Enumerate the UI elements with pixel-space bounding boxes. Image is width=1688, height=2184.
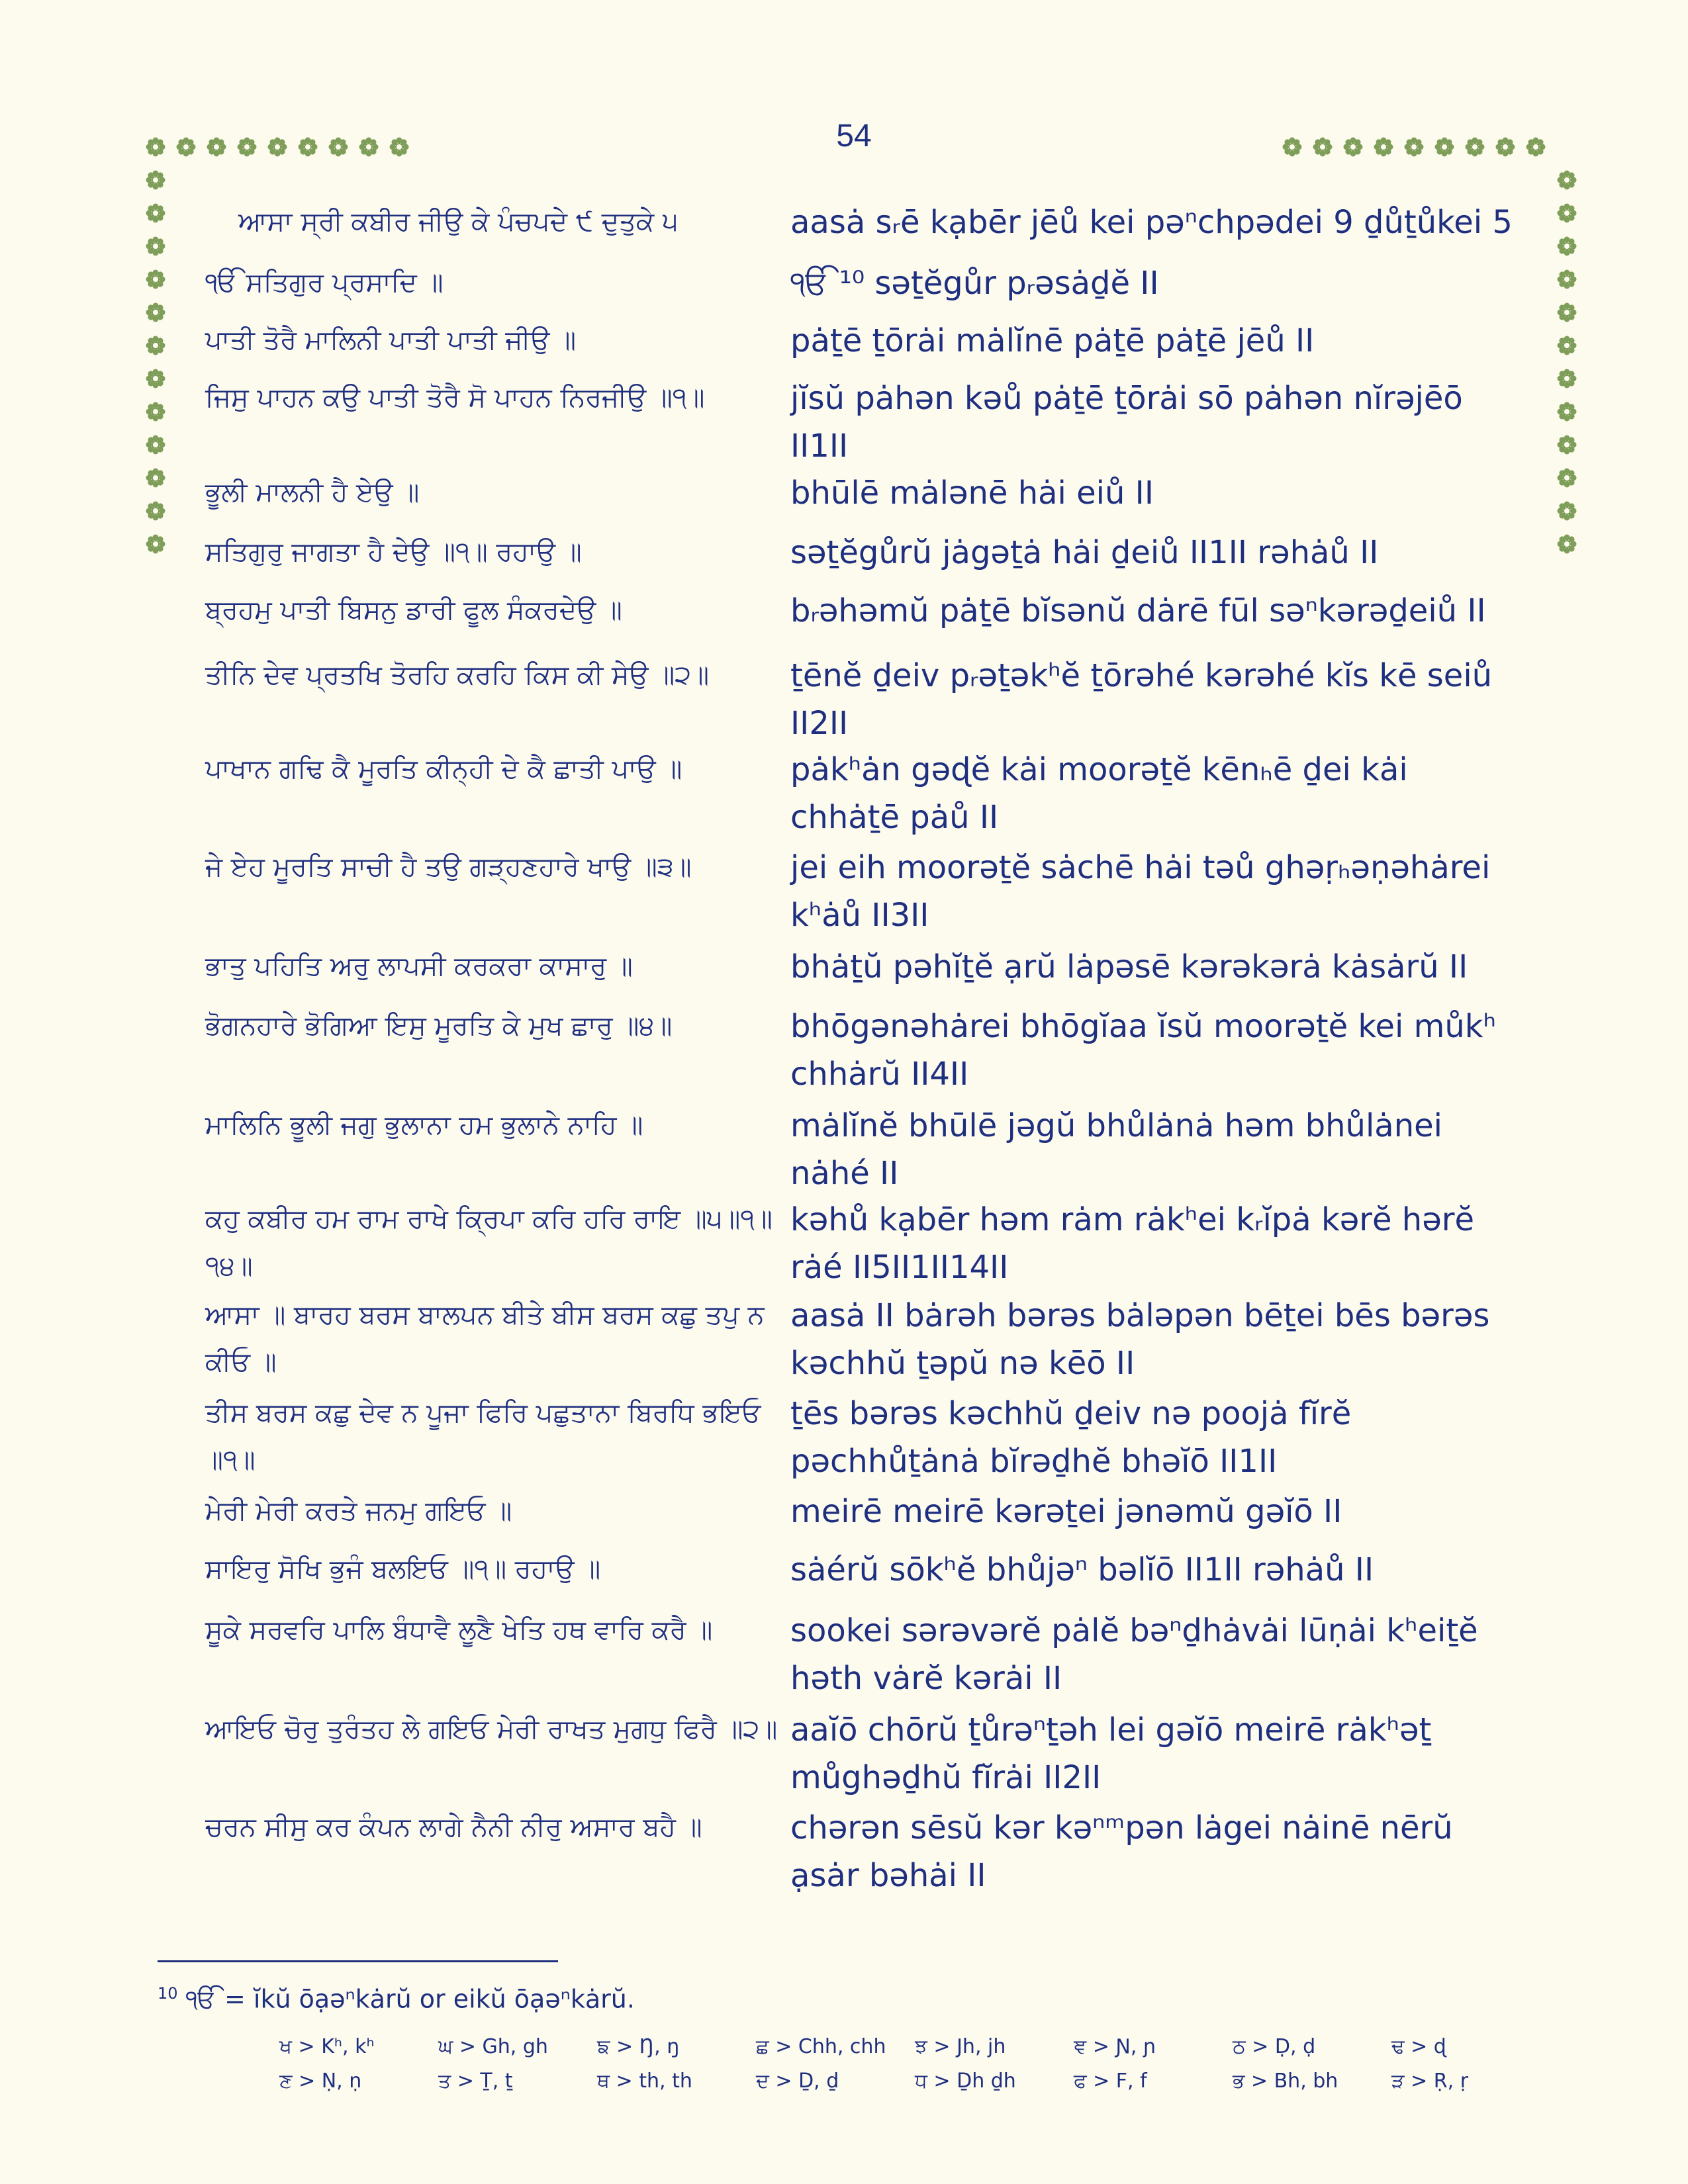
transliteration-line: chərən sēsŭ kər kəⁿᵐpən lȧgei nȧinē nērŭ ạsȧr bəhȧi II — [790, 1809, 1453, 1894]
key-entry: ੜ > Ṛ, ṛ — [1391, 2070, 1469, 2093]
gurmukhi-line: ਜੇ ਏਹ ਮੂਰਤਿ ਸਾਚੀ ਹੈ ਤਉ ਗੜ੍ਹਣਹਾਰੇ ਖਾਉ ॥੩॥ — [205, 852, 692, 882]
flower-ornament-icon — [205, 136, 228, 158]
key-row — [279, 2070, 1469, 2104]
transliteration-line: aasȧ sᵣē kạbēr jēů kei pəⁿchpədei 9 ḏůṯůkei 5 — [790, 204, 1513, 241]
gurmukhi-line: ਆਸਾ ॥ ਬਾਰਹ ਬਰਸ ਬਾਲਪਨ ਬੀਤੇ ਬੀਸ ਬਰਸ ਕਛੁ ਤਪੁ ਨ ਕੀਓ ॥ — [205, 1300, 765, 1377]
verse-table — [199, 199, 1536, 1903]
key-entry: ਫ > F, f — [1074, 2070, 1147, 2093]
footnote — [158, 1984, 1481, 2015]
flower-ornament-icon — [175, 136, 197, 158]
flower-ornament-icon — [144, 202, 167, 224]
flower-ornament-icon — [1556, 533, 1578, 555]
gurmukhi-line: ਜਿਸੁ ਪਾਹਨ ਕਉ ਪਾਤੀ ਤੋਰੈ ਸੋ ਪਾਹਨ ਨਿਰਜੀਉ ॥੧॥ — [205, 383, 705, 413]
flower-ornament-icon — [1372, 136, 1395, 158]
key-entry: ਝ > Jh, jh — [915, 2035, 1006, 2058]
verse-row — [199, 587, 1536, 652]
transliteration-line: pȧkʰȧn gəɖĕ kȧi moorəṯĕ kēnₕē ḏei kȧi chhȧṯē pȧů II — [790, 751, 1408, 836]
flower-ornament-icon — [236, 136, 258, 158]
flower-ornament-icon — [144, 334, 167, 357]
verse-row — [199, 317, 1536, 375]
verse-row — [199, 746, 1536, 844]
transliteration-line: kəhů kạbēr həm rȧm rȧkʰei kᵣĭpȧ kərĕ hərĕ rȧé II5II1II14II — [790, 1201, 1475, 1286]
footnote-separator — [158, 1960, 558, 1962]
flower-ornament-icon — [327, 136, 350, 158]
transliteration-line: ṯēnĕ ḏeiv pᵣəṯəkʰĕ ṯōrəhé kərəhé kĭs kē seiů II2II — [790, 657, 1493, 742]
verse-row — [199, 259, 1536, 317]
gurmukhi-line: ਆਸਾ ਸ੍ਰੀ ਕਬੀਰ ਜੀਉ ਕੇ ਪੰਚਪਦੇ ੯ ਦੁਤੁਕੇ ੫ — [238, 206, 679, 237]
flower-ornament-icon — [1524, 136, 1547, 158]
flower-ornament-icon — [1556, 268, 1578, 291]
page-number: 54 — [836, 118, 872, 154]
top-right-ornament-row — [1281, 136, 1547, 162]
gurmukhi-line: ਤੀਸ ਬਰਸ ਕਛੁ ਦੇਵ ਨ ਪੂਜਾ ਫਿਰਿ ਪਛੁਤਾਨਾ ਬਿਰਧਿ ਭਇਓ ॥੧॥ — [205, 1398, 761, 1475]
verse-row — [199, 652, 1536, 746]
flower-ornament-icon — [1342, 136, 1364, 158]
verse-row — [199, 469, 1536, 529]
gurmukhi-line: ਸਤਿਗੁਰੁ ਜਾਗਤਾ ਹੈ ਦੇਉ ॥੧॥ ਰਹਾਉ ॥ — [205, 537, 582, 567]
flower-ornament-icon — [1556, 169, 1578, 191]
transliteration-line: sookei sərəvərĕ pȧlĕ bəⁿḏhȧvȧi lūṇȧi kʰeiṯĕ həth vȧrĕ kərȧi II — [790, 1612, 1478, 1697]
flower-ornament-icon — [1556, 235, 1578, 257]
key-entry: ਤ > Ṯ, ṯ — [438, 2070, 513, 2093]
flower-ornament-icon — [1494, 136, 1517, 158]
transliteration-line: jĭsŭ pȧhən kəů pȧṯē ṯōrȧi sō pȧhən nĭrəjēō II1II — [790, 380, 1463, 465]
flower-ornament-icon — [144, 169, 167, 191]
gurmukhi-line: ਸਾਇਰੁ ਸੋਖਿ ਭੁਜੰ ਬਲਇਓ ॥੧॥ ਰਹਾਉ ॥ — [205, 1554, 601, 1584]
transliteration-line: ṯēs bərəs kəchhŭ ḏeiv nə poojȧ fĭrĕ pəchhůṯȧnȧ bĭrəḏhĕ bhəĭō II1II — [790, 1395, 1352, 1480]
key-entry: ਛ > Chh, chh — [756, 2035, 886, 2058]
right-ornament-column — [1556, 169, 1582, 555]
flower-ornament-icon — [1311, 136, 1334, 158]
verse-row — [199, 844, 1536, 943]
key-entry: ਧ > Ḏh ḏh — [915, 2070, 1016, 2093]
flower-ornament-icon — [144, 467, 167, 489]
flower-ornament-icon — [266, 136, 289, 158]
flower-ornament-icon — [1556, 202, 1578, 224]
transliteration-line: bhōgənəhȧrei bhōgĭaa ĭsŭ moorəṯĕ kei můkʰ chhȧrŭ II4II — [790, 1008, 1496, 1093]
key-entry: ਘ > Gh, gh — [438, 2035, 548, 2058]
key-entry: ਣ > Ṇ, ṇ — [279, 2070, 362, 2093]
left-ornament-column — [144, 169, 171, 555]
gurmukhi-line: ਬ੍ਰਹਮੁ ਪਾਤੀ ਬਿਸਨੁ ਡਾਰੀ ਫੂਲ ਸੰਕਰਦੇਉ ॥ — [205, 595, 622, 625]
gurmukhi-line: ਮਾਲਿਨਿ ਭੂਲੀ ਜਗੁ ਭੁਲਾਨਾ ਹਮ ਭੁਲਾਨੇ ਨਾਹਿ ॥ — [205, 1110, 643, 1140]
transliteration-key — [279, 2035, 1469, 2104]
transliteration-line: ੴ ¹⁰ səṯĕgůr pᵣəsȧḏĕ II — [790, 265, 1159, 302]
gurmukhi-line: ਚਰਨ ਸੀਸੁ ਕਰ ਕੰਪਨ ਲਾਗੇ ਨੈਨੀ ਨੀਰੁ ਅਸਾਰ ਬਹੈ ॥ — [205, 1812, 702, 1843]
flower-ornament-icon — [144, 136, 167, 158]
flower-ornament-icon — [357, 136, 380, 158]
flower-ornament-icon — [1556, 467, 1578, 489]
key-entry: ਙ > Ŋ, ŋ — [597, 2035, 680, 2058]
verse-row — [199, 1390, 1536, 1488]
verse-row — [199, 1804, 1536, 1903]
key-entry: ਞ > Ɲ, ɲ — [1074, 2035, 1156, 2058]
verse-row — [199, 375, 1536, 469]
transliteration-line: jei eih moorəṯĕ sȧchē hȧi təů ghəṛₕəṇəhȧrei kʰȧů II3II — [790, 849, 1491, 934]
gurmukhi-line: ਪਾਖਾਨ ਗਢਿ ਕੈ ਮੂਰਤਿ ਕੀਨ੍ਹੀ ਦੇ ਕੈ ਛਾਤੀ ਪਾਉ ॥ — [205, 754, 682, 784]
flower-ornament-icon — [144, 268, 167, 291]
gurmukhi-line: ਸੂਕੇ ਸਰਵਰਿ ਪਾਲਿ ਬੰਧਾਵੈ ਲੂਣੈ ਖੇਤਿ ਹਥ ਵਾਰਿ ਕਰੈ ॥ — [205, 1615, 713, 1645]
flower-ornament-icon — [144, 433, 167, 456]
transliteration-line: bhȧṯŭ pəhĭṯĕ ạrŭ lȧpəsē kərəkərȧ kȧsȧrŭ II — [790, 948, 1468, 985]
transliteration-line: meirē meirē kərəṯei jənəmŭ gəĭō II — [790, 1493, 1342, 1530]
verse-row — [199, 1488, 1536, 1546]
key-entry: ਭ > Bh, bh — [1233, 2070, 1338, 2093]
flower-ornament-icon — [144, 301, 167, 324]
flower-ornament-icon — [144, 533, 167, 555]
gurmukhi-line: ਮੇਰੀ ਮੇਰੀ ਕਰਤੇ ਜਨਮੁ ਗਇਓ ॥ — [205, 1496, 512, 1526]
flower-ornament-icon — [1556, 301, 1578, 324]
key-entry: ਖ > Kʰ, kʰ — [279, 2035, 375, 2058]
flower-ornament-icon — [1556, 500, 1578, 522]
transliteration-line: mȧlĭnĕ bhūlē jəgŭ bhůlȧnȧ həm bhůlȧnei nȧhé II — [790, 1107, 1442, 1192]
verse-row — [199, 1292, 1536, 1390]
footnote-number: 10 — [158, 1984, 178, 2003]
transliteration-line: aaĭō chōrŭ ṯůrəⁿṯəh lei gəĭō meirē rȧkʰəṯ můghəḏhŭ fĭrȧi II2II — [790, 1711, 1432, 1796]
flower-ornament-icon — [144, 235, 167, 257]
gurmukhi-line: ਭੋਗਨਹਾਰੇ ਭੋਗਿਆ ਇਸੁ ਮੂਰਤਿ ਕੇ ਮੁਖ ਛਾਰੁ ॥੪॥ — [205, 1011, 673, 1041]
flower-ornament-icon — [1556, 367, 1578, 390]
flower-ornament-icon — [1556, 334, 1578, 357]
flower-ornament-icon — [1464, 136, 1486, 158]
footnote-text: ੴ = ĭkŭ ōạəⁿkȧrŭ or eikŭ ōạəⁿkȧrŭ. — [185, 1984, 635, 2014]
key-entry: ਥ > th, th — [597, 2070, 692, 2093]
verse-row — [199, 529, 1536, 587]
key-entry: ਠ > Ḍ, ḍ — [1233, 2035, 1316, 2058]
flower-ornament-icon — [1433, 136, 1456, 158]
verse-row — [199, 1546, 1536, 1607]
verse-row — [199, 1196, 1536, 1292]
flower-ornament-icon — [144, 367, 167, 390]
gurmukhi-line: ਤੀਨਿ ਦੇਵ ਪ੍ਰਤਖਿ ਤੋਰਹਿ ਕਰਹਿ ਕਿਸ ਕੀ ਸੇਉ ॥੨॥ — [205, 660, 710, 690]
verse-row — [199, 1706, 1536, 1804]
flower-ornament-icon — [144, 400, 167, 423]
transliteration-line: sȧérŭ sōkʰĕ bhůjəⁿ bəlĭō II1II rəhȧů II — [790, 1551, 1374, 1588]
key-entry: ਦ > Ḏ, ḏ — [756, 2070, 839, 2093]
verse-row — [199, 1607, 1536, 1706]
key-row — [279, 2035, 1444, 2070]
flower-ornament-icon — [388, 136, 410, 158]
flower-ornament-icon — [1281, 136, 1303, 158]
gurmukhi-line: ਆਇਓ ਚੋਰੁ ਤੁਰੰਤਹ ਲੇ ਗਇਓ ਮੇਰੀ ਰਾਖਤ ਮੁਗਧੁ ਫਿਰੈ ॥੨॥ — [205, 1714, 778, 1745]
verse-row — [199, 943, 1536, 1003]
transliteration-line: pȧṯē ṯōrȧi mȧlĭnē pȧṯē pȧṯē jēů II — [790, 322, 1315, 359]
top-left-ornament-row — [144, 136, 410, 162]
key-entry: ਢ > ɖ — [1391, 2035, 1446, 2058]
flower-ornament-icon — [297, 136, 319, 158]
transliteration-line: səṯĕgůrŭ jȧgəṯȧ hȧi ḏeiů II1II rəhȧů II — [790, 534, 1379, 571]
verse-row — [199, 1003, 1536, 1102]
flower-ornament-icon — [1403, 136, 1425, 158]
transliteration-line: bᵣəhəmŭ pȧṯē bĭsənŭ dȧrē fūl səⁿkərəḏeiů II — [790, 592, 1486, 629]
flower-ornament-icon — [1556, 433, 1578, 456]
gurmukhi-line: ਭਾਤੁ ਪਹਿਤਿ ਅਰੁ ਲਾਪਸੀ ਕਰਕਰਾ ਕਾਸਾਰੁ ॥ — [205, 951, 633, 981]
gurmukhi-line: ੴ ਸਤਿਗੁਰ ਪ੍ਰਸਾਦਿ ॥ — [205, 267, 444, 298]
verse-row — [199, 1102, 1536, 1196]
transliteration-line: bhūlē mȧlənē hȧi eiů II — [790, 475, 1154, 512]
gurmukhi-line: ਭੂਲੀ ਮਾਲਨੀ ਹੈ ਏਉ ॥ — [205, 477, 420, 508]
gurmukhi-line: ਕਹੁ ਕਬੀਰ ਹਮ ਰਾਮ ਰਾਖੇ ਕ੍ਰਿਪਾ ਕਰਿ ਹਰਿ ਰਾਇ ॥੫॥੧॥੧੪॥ — [205, 1204, 773, 1281]
gurmukhi-line: ਪਾਤੀ ਤੋਰੈ ਮਾਲਿਨੀ ਪਾਤੀ ਪਾਤੀ ਜੀਉ ॥ — [205, 325, 577, 355]
transliteration-line: aasȧ II bȧrəh bərəs bȧləpən bēṯei bēs bərəs kəchhŭ ṯəpŭ nə kēō II — [790, 1297, 1490, 1382]
flower-ornament-icon — [1556, 400, 1578, 423]
flower-ornament-icon — [144, 500, 167, 522]
verse-row — [199, 199, 1536, 259]
